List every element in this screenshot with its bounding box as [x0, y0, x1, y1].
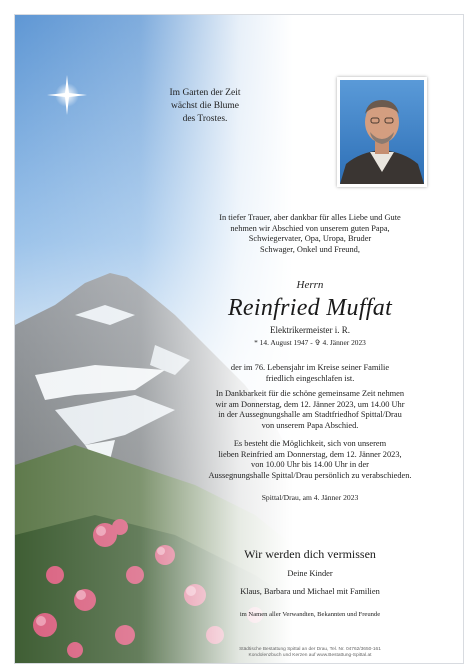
viewing-text	[165, 439, 455, 481]
place-date: Spittal/Drau, am 4. Jänner 2023	[261, 493, 359, 502]
passing-line-1: der im 76. Lebensjahr im Kreise seiner Familie	[230, 363, 390, 372]
quote-line-3: des Trostes.	[182, 113, 228, 124]
quote	[145, 87, 265, 125]
viewing-line-4: Aussegnungshalle Spittal/Drau persönlich zu verabschieden.	[208, 470, 412, 480]
quote-line-2: wächst die Blume	[170, 100, 240, 111]
intro-line-3: Schwiegervater, Opa, Uropa, Bruder	[248, 234, 372, 243]
family-heading: Deine Kinder	[287, 569, 333, 578]
closing-line: Wir werden dich vermissen	[244, 547, 376, 561]
viewing-line-1: Es besteht die Möglichkeit, sich von unserem	[233, 439, 387, 448]
ceremony-line-3: in der Aussegnungshalle am Stadtfriedhof Spittal/Drau	[218, 410, 402, 419]
intro-line-4: Schwager, Onkel und Freund,	[260, 244, 360, 254]
funeral-home-footer	[165, 647, 455, 659]
salutation: Herrn	[296, 279, 324, 291]
ceremony-text	[165, 389, 455, 431]
intro-text	[165, 213, 455, 255]
obituary-card	[14, 14, 464, 664]
viewing-line-2: lieben Reinfried am Donnerstag, dem 12. Jänner 2023,	[218, 449, 402, 459]
ceremony-line-2: wir am Donnerstag, dem 12. Jänner 2023, um 14.00 Uhr	[215, 399, 405, 409]
ceremony-line-4: von unserem Papa Abschied.	[261, 420, 359, 430]
ceremony-line-1: In Dankbarkeit für die schöne gemeinsame Zeit nehmen	[215, 389, 405, 398]
quote-line-1: Im Garten der Zeit	[169, 88, 241, 98]
intro-line-1: In tiefer Trauer, aber dankbar für alles Liebe und Gute	[219, 213, 401, 222]
profession: Elektrikermeister i. R.	[270, 325, 350, 335]
passing-text	[165, 363, 455, 384]
portrait-photo	[337, 77, 427, 187]
family-names: Klaus, Barbara und Michael mit Familien	[240, 587, 380, 596]
viewing-line-3: von 10.00 Uhr bis 14.00 Uhr in der	[251, 460, 369, 469]
intro-line-2: nehmen wir Abschied von unserem guten Papa,	[230, 223, 390, 233]
passing-line-2: friedlich eingeschlafen ist.	[265, 373, 355, 383]
footer-line-1: Städtische Bestattung Spittal an der Drau, Tel. Nr. 04762/3650-161	[239, 647, 381, 652]
deceased-name: Reinfried Muffat	[227, 295, 393, 321]
portrait-image	[340, 80, 424, 184]
relatives-line: im Namen aller Verwandten, Bekannten und Freunde	[239, 611, 381, 618]
footer-line-2: Kondolenzbuch und Kerzen auf www.Bestattung-Spittal.at	[248, 653, 372, 659]
life-dates: * 14. August 1947 - ✞ 4. Jänner 2023	[254, 338, 366, 347]
